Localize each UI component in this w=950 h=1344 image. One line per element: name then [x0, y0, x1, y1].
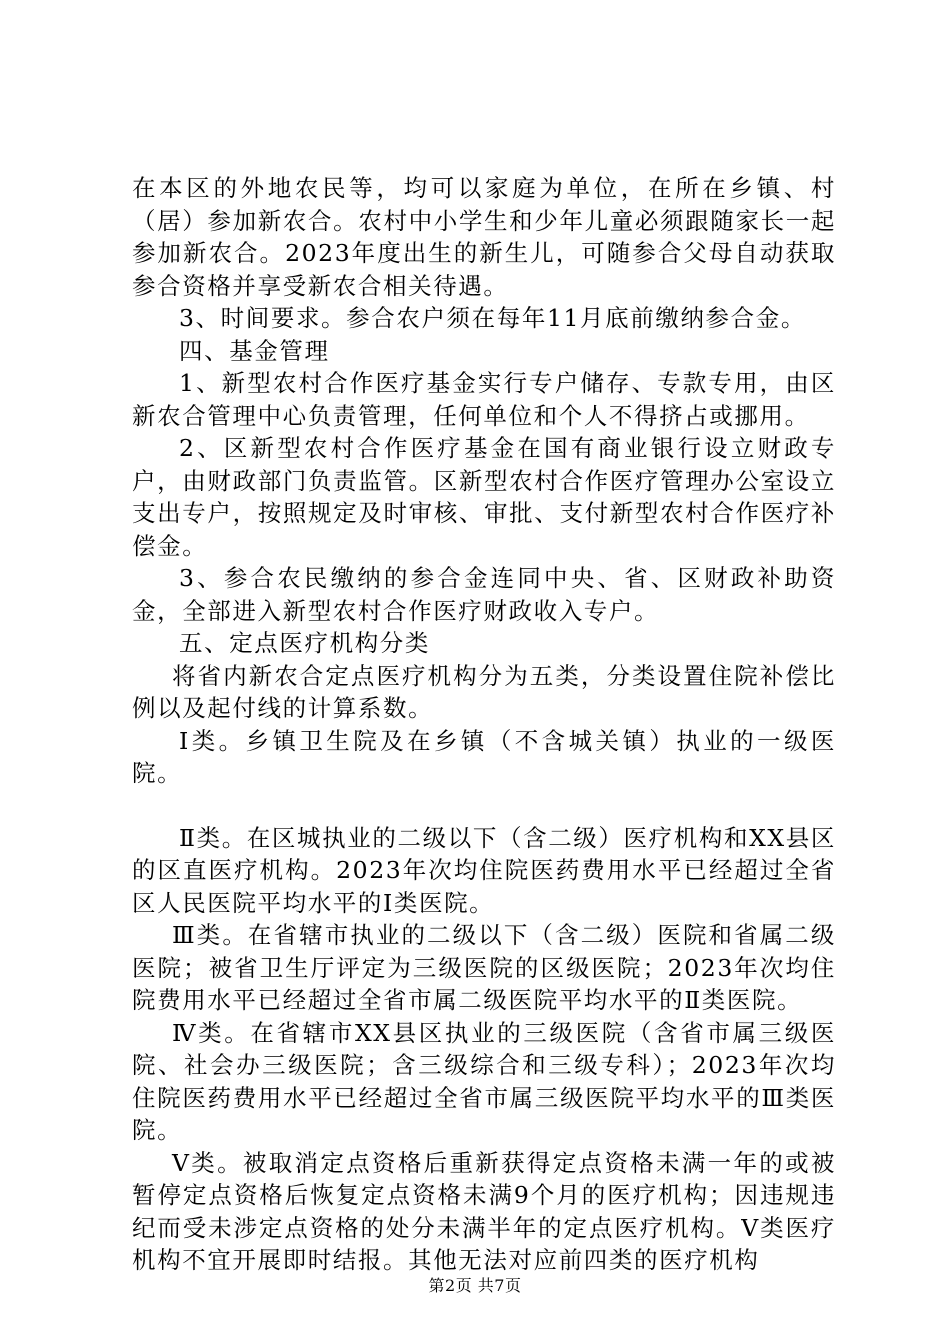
paragraph-classification-intro: 将省内新农合定点医疗机构分为五类，分类设置住院补偿比例以及起付线的计算系数。 [132, 661, 836, 722]
paragraph-class-1: Ⅰ类。乡镇卫生院及在乡镇（不含城关镇）执业的一级医院。 [132, 726, 836, 787]
section-heading-institution-classes: 五、定点医疗机构分类 [179, 629, 430, 657]
paragraph-class-5: Ⅴ类。被取消定点资格后重新获得定点资格未满一年的或被暂停定点资格后恢复定点资格未满9个月的医疗机构；因违规违纪而受未涉定点资格的处分未满半年的定点医疗机构。Ⅴ类医疗机构不宜开展即时结报。其他无法对应前四类的医疗机构 [132, 1148, 836, 1274]
paragraph-fund-1: 1、新型农村合作医疗基金实行专户储存、专款专用，由区新农合管理中心负责管理，任何单位和个人不得挤占或挪用。 [132, 369, 836, 430]
paragraph-class-4: Ⅳ类。在省辖市XX县区执业的三级医院（含省市属三级医院、社会办三级医院；含三级综合和三级专科）；2023年次均住院医药费用水平已经超过全省市属三级医院平均水平的Ⅲ类医院。 [132, 1018, 836, 1144]
paragraph-class-3: Ⅲ类。在省辖市执业的二级以下（含二级）医院和省属二级医院；被省卫生厅评定为三级医院的区级医院；2023年次均住院费用水平已经超过全省市属二级医院平均水平的Ⅱ类医院。 [132, 921, 836, 1014]
paragraph-participants: 在本区的外地农民等，均可以家庭为单位，在所在乡镇、村（居）参加新农合。农村中小学生和少年儿童必须跟随家长一起参加新农合。2023年度出生的新生儿，可随参合父母自动获取参合资格并享受新农合相关待遇。 [132, 174, 836, 300]
document-body [132, 172, 836, 1277]
page-number: 第2页 共7页 [428, 1276, 522, 1295]
paragraph-class-2: Ⅱ类。在区城执业的二级以下（含二级）医疗机构和XX县区的区直医疗机构。2023年次均住院医药费用水平已经超过全省区人民医院平均水平的Ⅰ类医院。 [132, 823, 836, 917]
section-heading-fund-management: 四、基金管理 [179, 336, 330, 365]
paragraph-fund-2: 2、区新型农村合作医疗基金在国有商业银行设立财政专户，由财政部门负责监管。区新型农村合作医疗管理办公室设立支出专户，按照规定及时审核、审批、支付新型农村合作医疗补偿金。 [132, 434, 836, 560]
paragraph-time-requirement: 3、时间要求。参合农户须在每年11月底前缴纳参合金。 [179, 304, 806, 332]
paragraph-fund-3: 3、参合农民缴纳的参合金连同中央、省、区财政补助资金，全部进入新型农村合作医疗财政收入专户。 [132, 564, 836, 625]
